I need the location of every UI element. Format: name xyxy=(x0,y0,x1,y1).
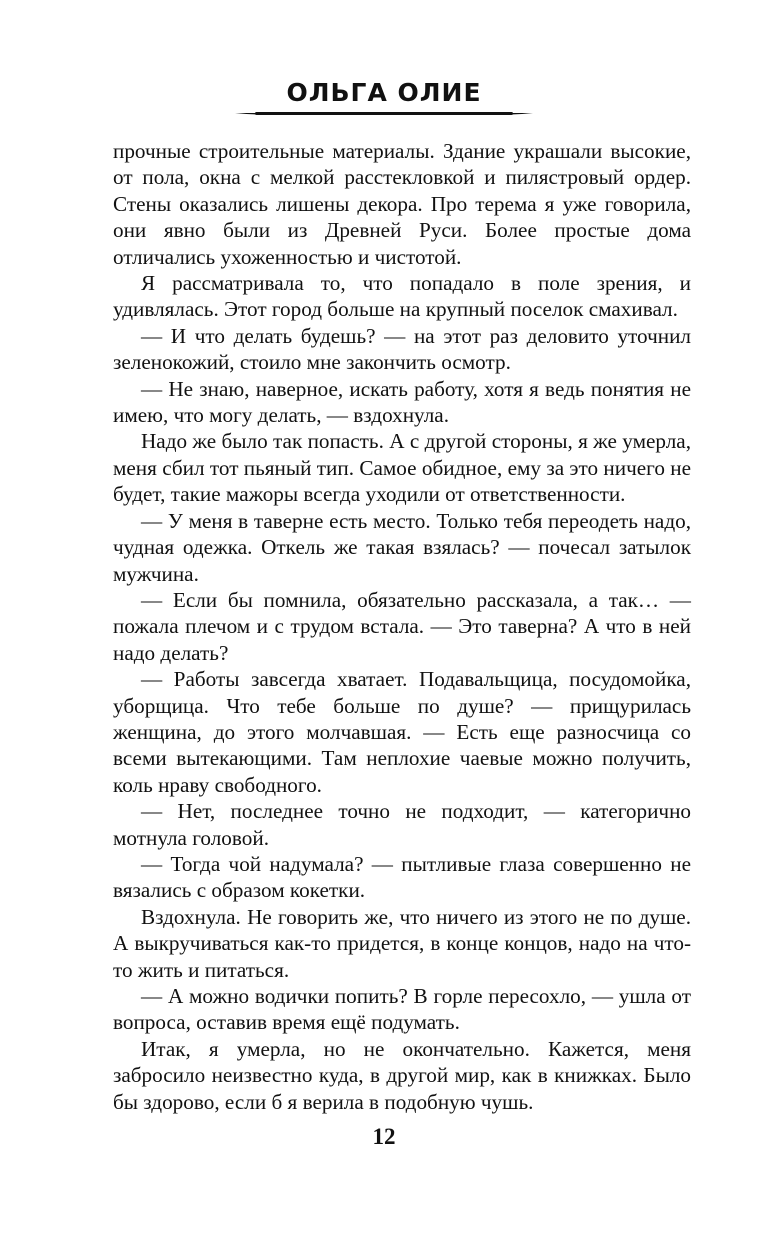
paragraph: Надо же было так попасть. А с другой стороны, я же умерла, меня сбил тот пьяный тип. Самое обидное, ему за это ничего не будет, такие мажоры всегда уходили от ответственности. xyxy=(113,429,691,507)
header-rule xyxy=(255,112,513,115)
paragraph: Итак, я умерла, но не окончательно. Кажется, меня забросило неизвестно куда, в другой мир, как в книжках. Было бы здорово, если б я верила в подобную чушь. xyxy=(113,1036,691,1114)
paragraph: — Тогда чой надумала? — пытливые глаза совершенно не вязались с образом кокетки. xyxy=(113,851,691,903)
paragraph: Я рассматривала то, что попадало в поле зрения, и удивлялась. Этот город больше на крупный поселок смахивал. xyxy=(113,271,691,322)
paragraph: — А можно водички попить? В горле пересохло, — ушла от вопроса, оставив время ещё подумать. xyxy=(113,984,691,1035)
paragraph: прочные строительные материалы. Здание украшали высокие, от пола, окна с мелкой расстекловкой и пилястровый ордер. Стены оказались лишены декора. Про терема я уже говорила, они явно были из Древней Руси. Более простые дома отличались ухоженностью и чистотой. xyxy=(113,139,691,269)
paragraph: — И что делать будешь? — на этот раз деловито уточнил зеленокожий, стоило мне закончить осмотр. xyxy=(113,323,691,375)
paragraph: — Нет, последнее точно не подходит, — категорично мотнула головой. xyxy=(113,799,691,850)
body-text xyxy=(113,138,691,1115)
paragraph: — У меня в таверне есть место. Только тебя переодеть надо, чудная одежка. Откель же такая взялась? — почесал затылок мужчина. xyxy=(113,508,691,586)
running-head xyxy=(0,78,768,108)
paragraph: — Не знаю, наверное, искать работу, хотя я ведь понятия не имею, что могу делать, — вздохнула. xyxy=(113,376,691,428)
author-name: ОЛЬГА ОЛИЕ xyxy=(286,78,482,107)
page-number: 12 xyxy=(372,1124,396,1149)
paragraph: — Если бы помнила, обязательно рассказала, а так… — пожала плечом и с трудом встала. — Это таверна? А что в ней надо делать? xyxy=(113,587,691,665)
paragraph: — Работы завсегда хватает. Подавальщица, посудомойка, уборщица. Что тебе больше по душе? — прищурилась женщина, до этого молчавшая. — Есть еще разносчица со всеми вытекающими. Там неплохие чаевые можно получить, коль нраву свободного. xyxy=(113,667,691,797)
paragraph: Вздохнула. Не говорить же, что ничего из этого не по душе. А выкручиваться как-то придется, в конце концов, надо на что-то жить и питаться. xyxy=(113,904,691,982)
